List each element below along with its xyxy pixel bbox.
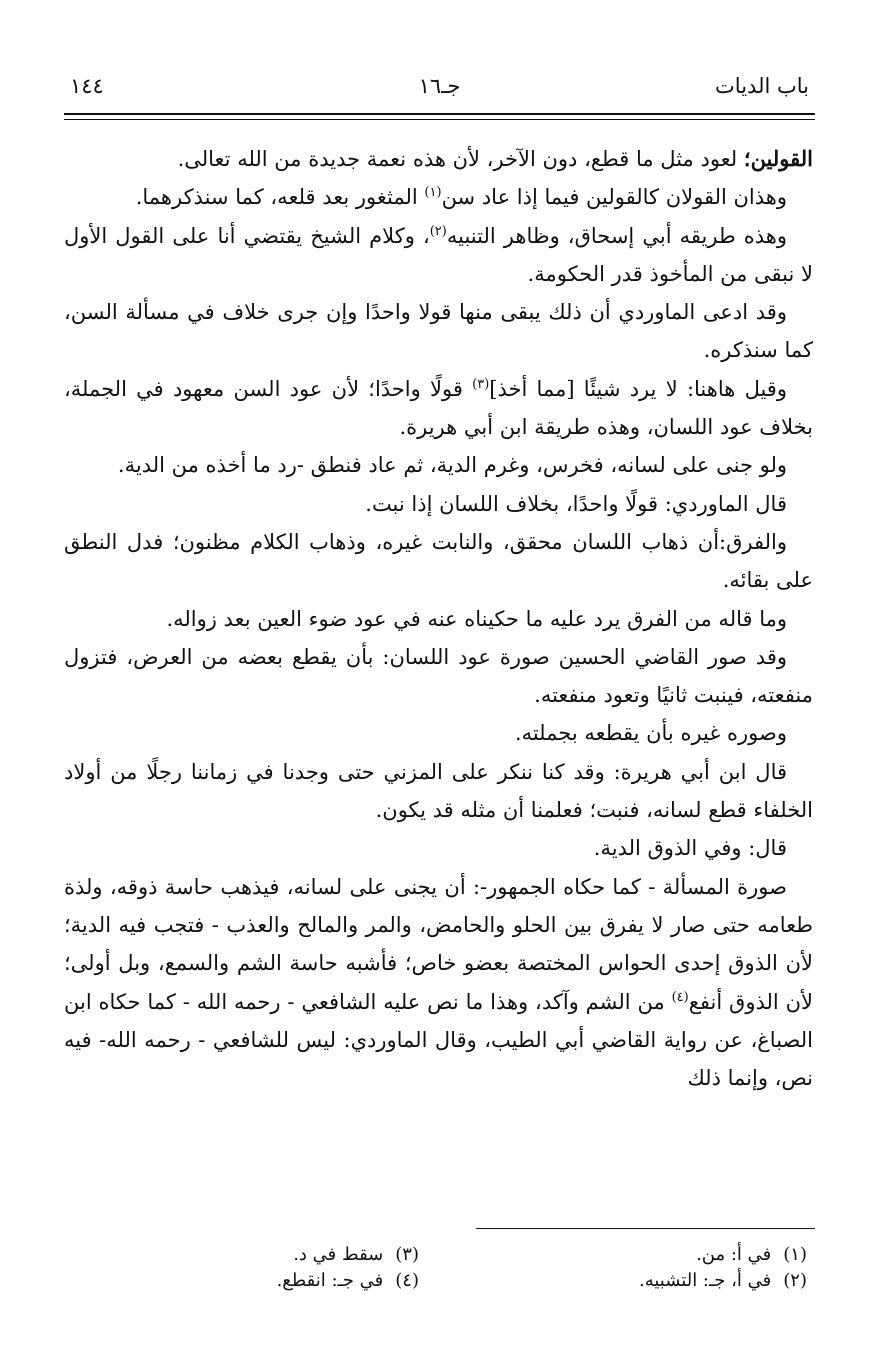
paragraph: وقد صور القاضي الحسين صورة عود اللسان: بأن يقطع بعضه من العرض، فتزول منفعته، فينبت ثانيًا وتعود منفعته.: [64, 644, 813, 708]
footnote-text: في جـ: انقطع.: [276, 1270, 384, 1291]
paragraph: وهذان القولان كالقولين فيما إذا عاد سن$^{(١)}$ المثغور بعد قلعه، كما سنذكرهما.: [135, 185, 787, 210]
footnote-ref: (٤): [671, 989, 689, 1005]
paragraph: وصوره غيره بأن يقطعه بجملته.: [514, 721, 787, 746]
header-rule-thin: [64, 119, 815, 120]
header-rule-thick: [64, 113, 815, 115]
paragraph: والفرق:أن ذهاب اللسان محقق، والنابت غيره، وذهاب الكلام مظنون؛ فدل النطق على بقائه.: [64, 529, 813, 593]
paragraph: قال ابن أبي هريرة: وقد كنا ننكر على المزني حتى وجدنا في زماننا رجلًا من أولاد الخلفاء قطع لسانه، فنبت؛ فعلمنا أن مثله قد يكون.: [64, 759, 813, 823]
footnote-ref: (٢): [429, 223, 447, 239]
footnote-ref: (١): [424, 185, 442, 201]
footnote: [696, 1242, 807, 1268]
lead-word: القولين؛: [743, 146, 813, 171]
footnote: [277, 1268, 419, 1294]
running-header: [64, 74, 815, 110]
footnote-number: (١): [783, 1244, 807, 1265]
footnote-text: في أ: من.: [696, 1244, 772, 1265]
footnote-number: (٣): [395, 1244, 419, 1265]
paragraph: وما قاله من الفرق يرد عليه ما حكيناه عنه في عود ضوء العين بعد زواله.: [166, 606, 787, 631]
paragraph: وقيل هاهنا: لا يرد شيئًا [مما أخذ]$^{(٣)}$ قولًا واحدًا؛ لأن عود السن معهود في الجملة، بخلاف عود اللسان، وهذه طريقة ابن أبي هريرة.: [64, 376, 813, 440]
paragraph: القولين؛ لعود مثل ما قطع، دون الآخر، لأن هذه نعمة جديدة من الله تعالى.: [177, 146, 813, 171]
paragraph: وهذه طريقه أبي إسحاق، وظاهر التنبيه$^{(٢)}$، وكلام الشيخ يقتضي أنا على القول الأول لا نبقى من المأخوذ قدر الحكومة.: [64, 223, 813, 286]
main-text: [64, 140, 813, 1097]
paragraph: قال الماوردي: قولًا واحدًا، بخلاف اللسان إذا نبت.: [365, 491, 787, 516]
paragraph: صورة المسألة - كما حكاه الجمهور-: أن يجنى على لسانه، فيذهب حاسة ذوقه، ولذة طعامه حتى صار لا يفرق بين الحلو والحامض، والمر والمالح والعذب - فتجب فيه الدية؛ لأن الذوق إحدى الحواس المختصة بعضو خاص؛ فأشبه حاسة الشم والسمع، وبل أولى؛ لأن الذوق أنفع$^{(٤)}$ من الشم وآكد، وهذا ما نص عليه الشافعي - رحمه الله - كما حكاه ابن الصباغ، عن رواية القاضي أبي الطيب، وقال الماوردي: ليس للشافعي - رحمه الله- فيه نص، وإنما ذلك: [64, 874, 814, 1091]
page-number: ١٤٤: [70, 74, 104, 98]
footnote-ref: (٣): [472, 376, 490, 392]
paragraph: وقد ادعى الماوردي أن ذلك يبقى منها قولا واحدًا وإن جرى خلاف في مسألة السن، كما سنذكره.: [64, 300, 813, 363]
footnote: [293, 1242, 419, 1268]
footnote-rule: [476, 1228, 815, 1229]
footnote-number: (٤): [395, 1270, 419, 1291]
chapter-title: باب الديات: [715, 74, 809, 98]
footnote: [639, 1268, 807, 1294]
footnote-text: سقط في د.: [293, 1244, 384, 1265]
footnote-text: في أ، جـ: التشبيه.: [639, 1270, 772, 1291]
volume-label: جـ١٦: [418, 74, 461, 98]
footnote-number: (٢): [783, 1270, 807, 1291]
paragraph: قال: وفي الذوق الدية.: [593, 836, 787, 861]
paragraph: ولو جنى على لسانه، فخرس، وغرم الدية، ثم عاد فنطق -رد ما أخذه من الدية.: [117, 453, 787, 478]
